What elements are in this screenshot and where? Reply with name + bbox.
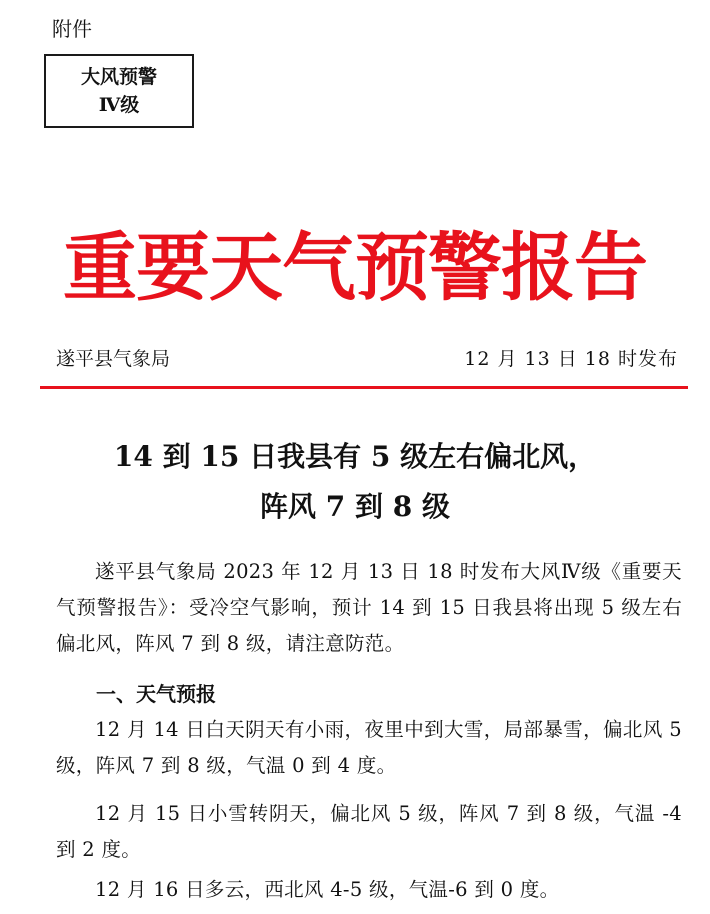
- warning-level-label: Ⅳ级: [98, 94, 140, 116]
- intro-paragraph: 遂平县气象局 2023 年 12 月 13 日 18 时发布大风Ⅳ级《重要天气预警报告》：受冷空气影响，预计 14 到 15 日我县将出现 5 级左右偏北风，阵风 7 到 8 级，请注意防范。: [56, 560, 682, 655]
- forecast-day-16: 12 月 16 日多云，西北风 4-5 级，气温-6 到 0 度。: [95, 878, 560, 901]
- headline-line-1: 14 到 15 日我县有 5 级左右偏北风，: [113, 440, 597, 473]
- issuer-name: 遂平县气象局: [56, 348, 171, 370]
- issue-time: 12 月 13 日 18 时发布: [464, 348, 678, 370]
- warning-type-label: 大风预警: [80, 66, 157, 88]
- forecast-day-15: 12 月 15 日小雪转阴天，偏北风 5 级，阵风 7 到 8 级，气温 -4 到 2 度。: [56, 802, 682, 861]
- header-divider: [40, 386, 688, 389]
- headline-line-2: 阵风 7 到 8 级: [260, 490, 450, 523]
- issuer-row: [56, 344, 678, 374]
- warning-level-box: [44, 54, 194, 128]
- forecast-day-14: 12 月 14 日白天阴天有小雨，夜里中到大雪，局部暴雪，偏北风 5 级，阵风 7 到 8 级，气温 0 到 4 度。: [56, 718, 682, 777]
- report-title: 重要天气预警报告: [63, 225, 647, 311]
- attachment-label: 附件: [52, 17, 92, 41]
- document-headline: [0, 432, 710, 532]
- section-heading-forecast: 一、天气预报: [96, 682, 216, 706]
